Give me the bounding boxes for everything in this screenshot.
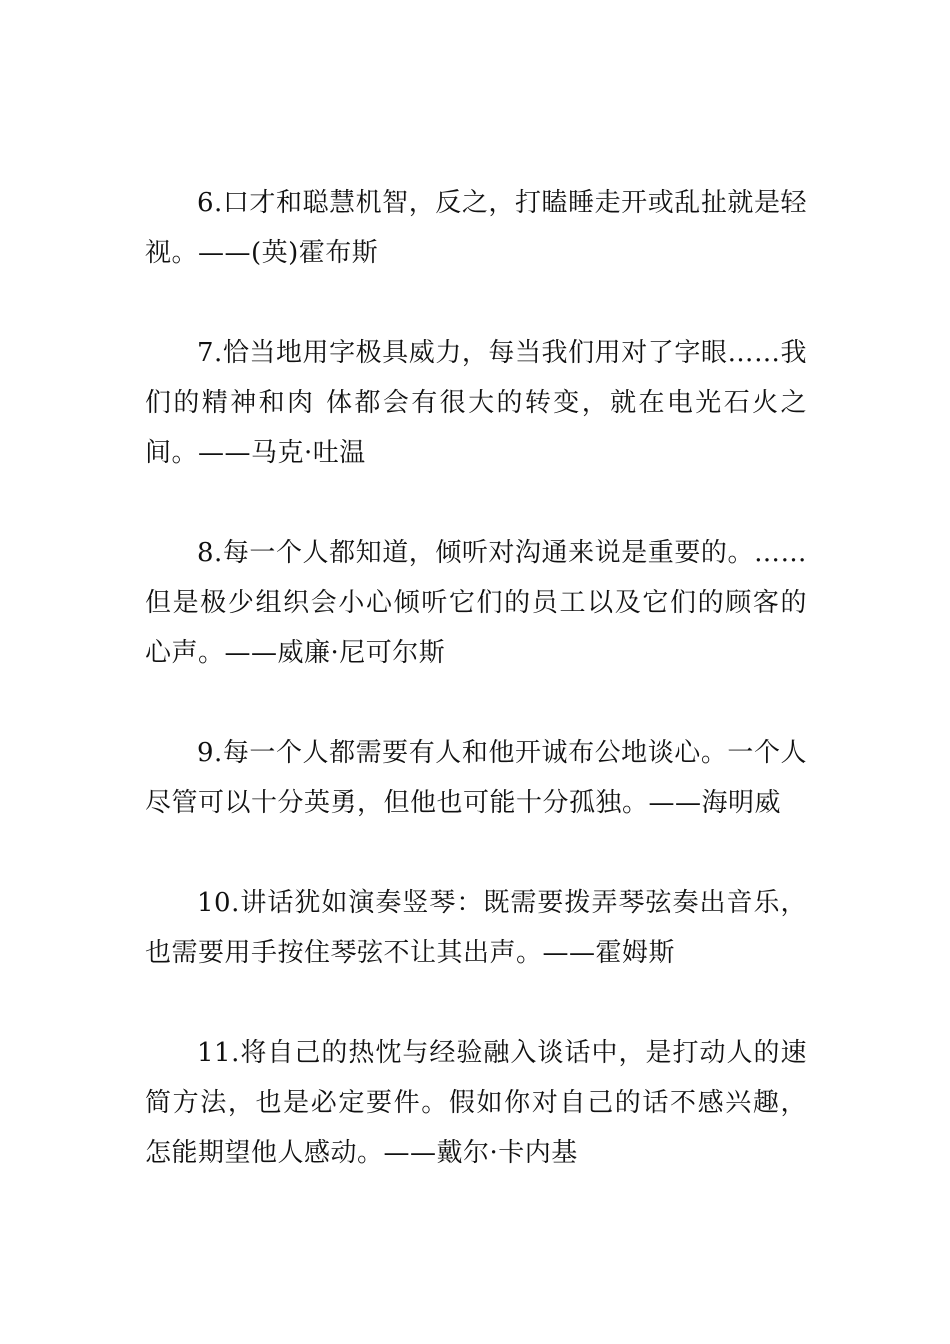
quote-paragraph-10: 10.讲话犹如演奏竖琴：既需要拨弄琴弦奏出音乐，也需要用手按住琴弦不让其出声。——霍姆斯 xyxy=(145,888,807,968)
quote-paragraph-6: 6.口才和聪慧机智，反之，打瞌睡走开或乱扯就是轻视。——(英)霍布斯 xyxy=(145,188,807,268)
quote-paragraph-7: 7.恰当地用字极具威力，每当我们用对了字眼……我们的精神和肉 体都会有很大的转变，就在电光石火之间。——马克·吐温 xyxy=(145,338,807,468)
quote-paragraph-8: 8.每一个人都知道，倾听对沟通来说是重要的。……但是极少组织会小心倾听它们的员工以及它们的顾客的心声。——威廉·尼可尔斯 xyxy=(145,538,807,668)
quote-paragraph-11: 11.将自己的热忱与经验融入谈话中，是打动人的速简方法，也是必定要件。假如你对自己的话不感兴趣，怎能期望他人感动。——戴尔·卡内基 xyxy=(145,1038,807,1168)
quote-list xyxy=(145,178,807,1228)
quote-paragraph-9: 9.每一个人都需要有人和他开诚布公地谈心。一个人尽管可以十分英勇，但他也可能十分孤独。——海明威 xyxy=(145,738,807,818)
